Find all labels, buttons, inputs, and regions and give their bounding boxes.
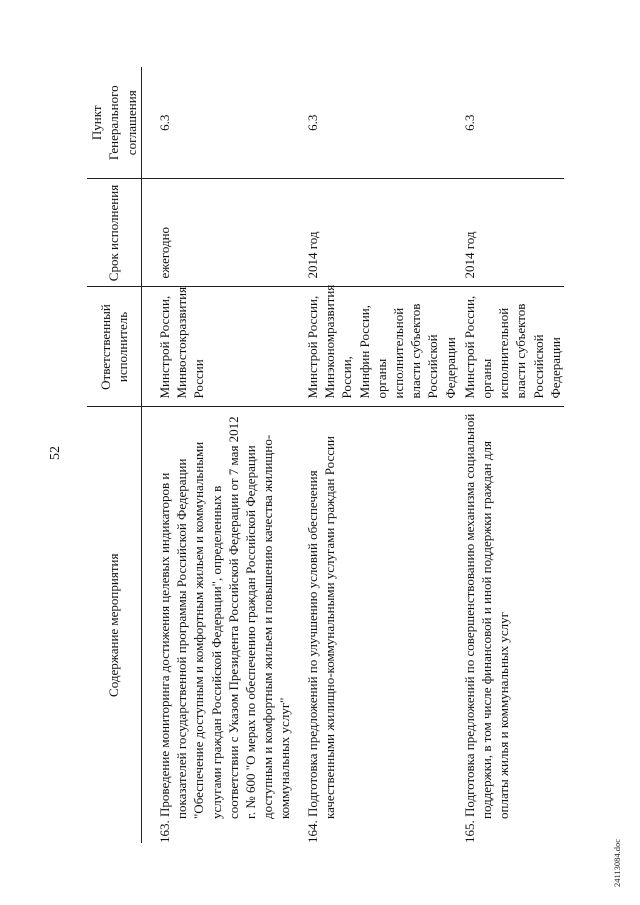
header-responsible: Ответственный исполнитель (87, 287, 142, 407)
header-agreement-item: Пункт Генерального соглашения (87, 67, 142, 179)
table-header (87, 67, 142, 843)
agreement-item-cell: 6.3 (302, 67, 459, 179)
header-deadline: Срок исполнения (87, 179, 142, 287)
table-row (302, 67, 459, 843)
deadline-cell: 2014 год (459, 179, 564, 287)
header-content: Содержание мероприятия (87, 407, 142, 843)
document-filename: 24113084.doc (612, 838, 622, 887)
page-number: 52 (48, 446, 63, 460)
agreement-item-cell: 6.3 (459, 67, 564, 179)
responsible-cell: Минстрой России, Минэкономразвития России, Минфин России, органы исполнительной власти субъектов Российской Федерации (302, 287, 459, 407)
deadline-cell: ежегодно (142, 179, 303, 287)
table-row (459, 67, 564, 843)
measure-text: 165. Подготовка предложений по совершенствованию механизма социальной поддержки, в том числе финансовой и иной поддержки граждан для оплаты жилья и коммунальных услуг (461, 413, 512, 843)
measure-text: 164. Подготовка предложений по улучшению условий обеспечения качественными жилищно-коммунальными услугами граждан России (305, 436, 338, 843)
responsible-cell: Минстрой России, органы исполнительной власти субъектов Российской Федерации (459, 287, 564, 407)
agreement-item-cell: 6.3 (142, 67, 303, 179)
responsible-cell: Минстрой России, Минвостокразвития России (142, 287, 303, 407)
deadline-cell: 2014 год (302, 179, 459, 287)
table-row (142, 67, 303, 843)
measure-cell (302, 407, 459, 843)
measure-cell (459, 407, 564, 843)
measures-table (87, 67, 564, 843)
measure-text: 163. Проведение мониторинга достижения целевых индикаторов и показателей государственной программы Российской Федерации "Обеспечение доступным и комфортным жильем и коммунальными услугами граждан Российской Федерации", определенных в соответствии с Указом Президента Российской Федерации от 7 мая 2012 г. № 600 "О мерах по обеспечению граждан Российской Федерации доступным и комфортным жильем и повышению качества жилищно-коммунальных услуг" (157, 416, 293, 843)
measure-cell (142, 407, 303, 843)
